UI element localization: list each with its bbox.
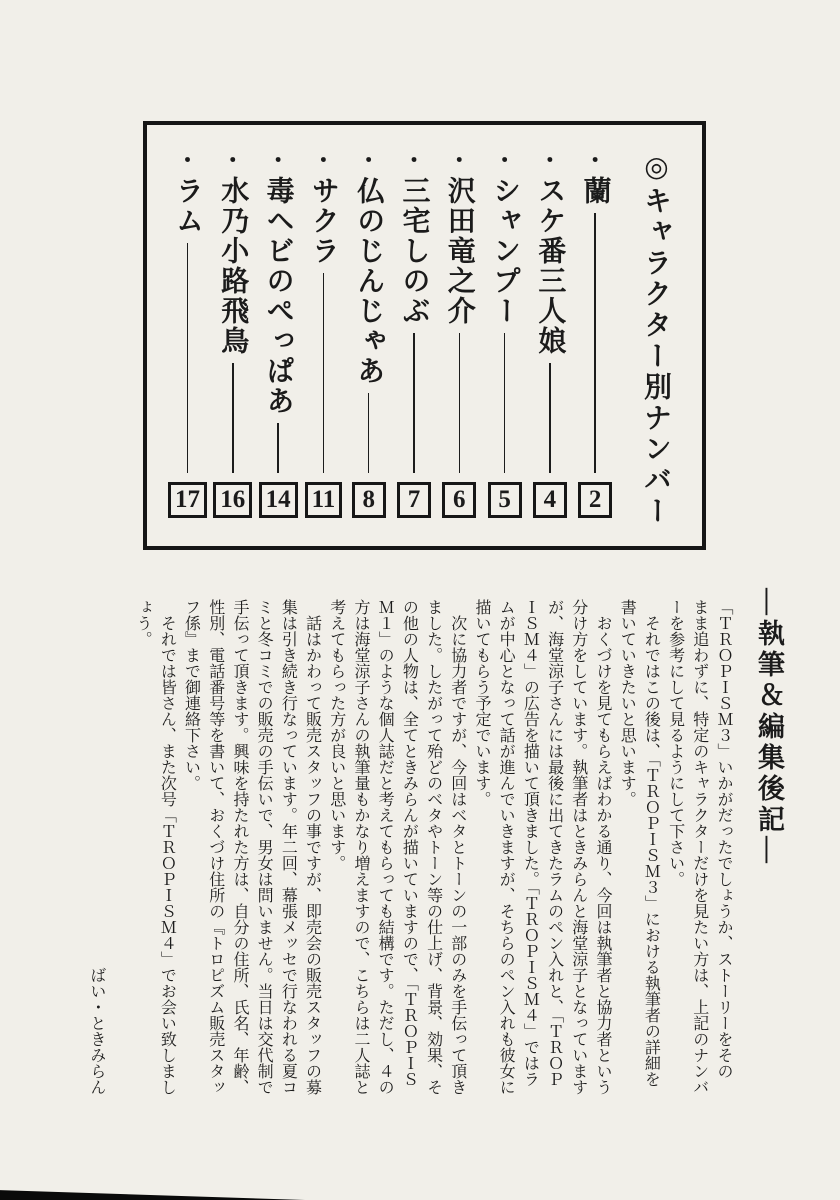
index-entry (214, 150, 251, 518)
entry-page-number: 4 (533, 482, 567, 518)
entry-leader-line (323, 273, 325, 473)
afterword-text-column: ミと冬コミでの販売の手伝いで、男女は問いません。当日は交代制で (255, 599, 273, 1095)
entry-character-name: スケ番三人娘 (534, 176, 566, 356)
entry-bullet: ・ (448, 148, 471, 173)
entry-bullet: ・ (176, 148, 199, 173)
entry-page-number: 6 (442, 482, 476, 518)
afterword-text-column: 話はかわって販売スタッフの事ですが、即売会の販売スタッフの募 (303, 599, 321, 1095)
afterword-text-column: 性別、電話番号等を書いて、おくづけ住所の『トロピズム販売スタッ (206, 599, 224, 1095)
entry-bullet: ・ (584, 148, 607, 173)
afterword-text-column: 分け方をしています。執筆者はときみらんと海堂涼子となっています (569, 599, 587, 1095)
afterword-text-column: 次に協力者ですが、今回はベタとトーンの一部のみを手伝って頂き (448, 599, 466, 1095)
entry-character-name: ラム (172, 176, 203, 236)
afterword-panel (84, 586, 790, 1098)
entry-leader-line (504, 333, 506, 473)
afterword-text-column: それではこの後は、「ＴＲＯＰＩＳＭ３」における執筆者の詳細を (642, 599, 660, 1087)
index-entry (441, 150, 478, 518)
afterword-signature: ばい・ときみらん (87, 967, 105, 1095)
index-entry (305, 150, 342, 518)
index-entry (260, 150, 297, 518)
entry-bullet: ・ (267, 148, 290, 173)
entry-leader-line (459, 333, 461, 473)
afterword-heading: ―執筆＆編集後記― (754, 588, 784, 867)
entry-character-name: サクラ (307, 176, 339, 266)
afterword-text-column: ました。したがって殆どのベタやトーン等の仕上げ、背景、効果、そ (424, 599, 442, 1095)
afterword-text-column: 描いてもらう予定でいます。 (472, 599, 490, 807)
entry-page-number: 2 (578, 482, 612, 518)
index-entry (350, 150, 387, 518)
entry-character-name: 沢田竜之介 (443, 176, 475, 326)
afterword-text-column: おくづけを見てもらえばわかる通り、今回は執筆者と協力者という (593, 599, 611, 1095)
afterword-text-column: まま追わずに、特定のキャラクターだけを見たい方は、上記のナンバ (690, 599, 708, 1095)
entry-bullet: ・ (312, 148, 335, 173)
entry-page-number: 17 (168, 482, 207, 518)
scan-edge-artifact (0, 1189, 305, 1200)
afterword-text-column: ょう。 (134, 599, 152, 647)
entry-page-number: 14 (259, 482, 298, 518)
afterword-text-column: 考えてもらった方が良いと思います。 (327, 599, 345, 871)
entry-leader-line (413, 333, 415, 473)
afterword-text-column: ＩＳＭ４」の広告を描いて頂きました。「ＴＲＯＰＩＳＭ４」ではラ (521, 599, 539, 1087)
afterword-text-column: 手伝って頂きます。興味を持たれた方は、自分の住所、氏名、年齢、 (230, 599, 248, 1095)
entry-page-number: 5 (488, 482, 522, 518)
entry-page-number: 11 (305, 482, 343, 518)
afterword-text-column: 方は海堂涼子さんの執筆量もかなり増えますので、こちらは二人誌と (351, 599, 369, 1095)
entry-character-name: 仏のじんじゃあ (353, 176, 385, 386)
index-entry (577, 150, 614, 518)
character-index-box (143, 121, 706, 550)
entry-character-name: シャンプー (489, 176, 521, 326)
entry-character-name: 三宅しのぶ (398, 176, 430, 326)
character-index-content (147, 125, 702, 546)
entry-leader-line (368, 393, 370, 473)
entry-bullet: ・ (402, 148, 425, 173)
character-index-title: ◎キャラクター別ナンバー (639, 150, 671, 527)
index-entry (169, 150, 206, 518)
index-entry (395, 150, 432, 518)
entry-leader-line (232, 363, 234, 473)
entry-bullet: ・ (493, 148, 516, 173)
index-entry (531, 150, 568, 518)
afterword-text-column: 「ＴＲＯＰＩＳＭ３」いかがだったでしょうか、ストーリーをその (715, 599, 732, 1079)
entry-leader-line (277, 423, 279, 473)
afterword-text-column: 集は引き続き行なっています。年二回、幕張メッセで行なわれる夏コ (279, 599, 297, 1095)
entry-page-number: 16 (213, 482, 252, 518)
afterword-text-column: フ係』まで御連絡下さい。 (182, 599, 200, 791)
afterword-text-column: の他の人物は、全てときみらんが描いていますので、「ＴＲＯＰＩＳ (400, 599, 418, 1087)
entry-character-name: 水乃小路飛鳥 (217, 176, 249, 356)
entry-leader-line (549, 363, 551, 473)
entry-leader-line (187, 243, 189, 473)
afterword-text-column: Ｍ１」のような個人誌だと考えてもらっても結構です。ただし、４の (376, 599, 394, 1095)
entry-page-number: 7 (397, 482, 431, 518)
entry-character-name: 蘭 (579, 176, 611, 206)
entry-bullet: ・ (221, 148, 244, 173)
afterword-text-column: が、海堂涼子さんには最後に出てきたラムのペン入れと、「ＴＲＯＰ (545, 599, 563, 1087)
afterword-text-column: ーを参考にして見るようにして下さい。 (666, 599, 684, 887)
entry-leader-line (594, 213, 596, 473)
entry-page-number: 8 (352, 482, 386, 518)
afterword-text-column: ムが中心となって話が進んでいきますが、そちらのペン入れも彼女に (497, 599, 515, 1095)
index-entry (486, 150, 523, 518)
entry-bullet: ・ (357, 148, 380, 173)
afterword-text-column: 書いていきたいと思います。 (618, 599, 636, 807)
afterword-text-column: それでは皆さん、また次号「ＴＲＯＰＩＳＭ４」でお会い致しまし (158, 599, 176, 1095)
entry-bullet: ・ (538, 148, 561, 173)
entry-character-name: 毒ヘビのぺっぱあ (262, 176, 294, 416)
